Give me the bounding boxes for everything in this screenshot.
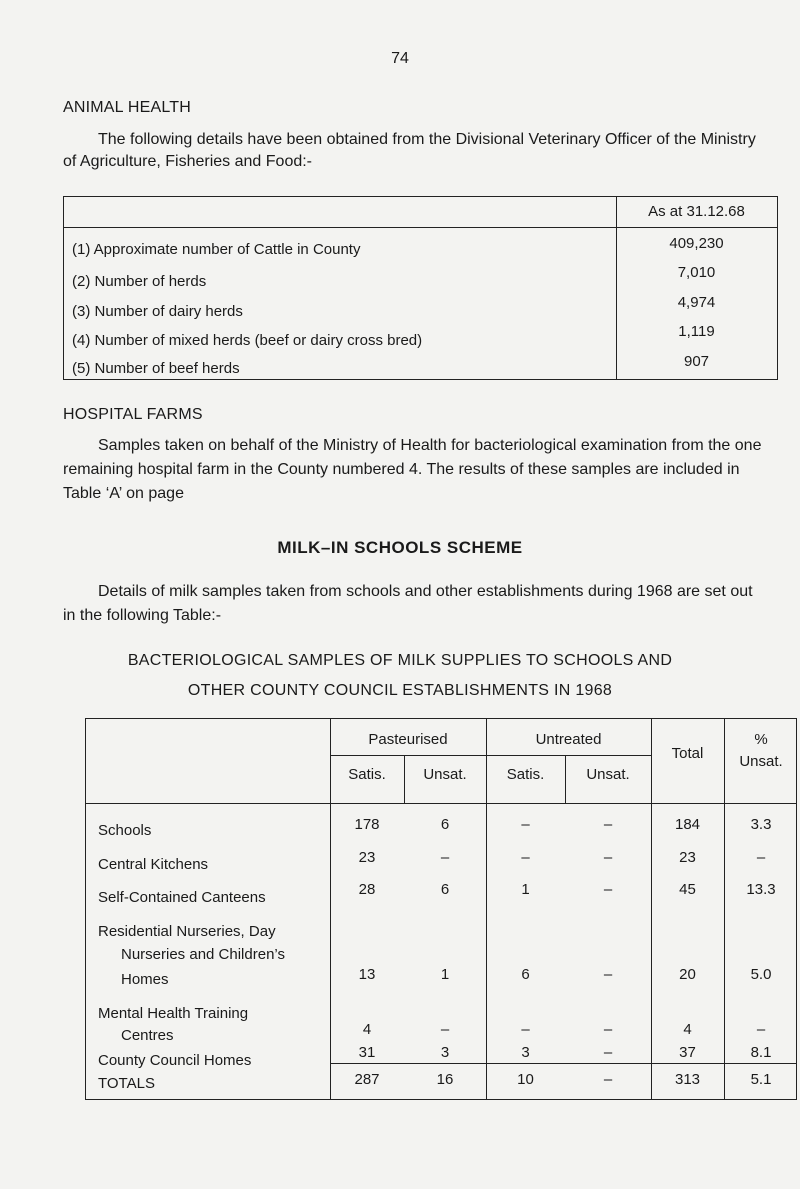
cell-u-satis: – [521, 1021, 530, 1038]
hospital-farms-text: Samples taken on behalf of the Ministry of Health for bacteriological examination from the one remaining hospital farm in the County numbered 4. The results of these samples are included in Table ‘A’ on page [63, 437, 762, 502]
cell-pct: 3.3 [750, 816, 772, 833]
row-label: Mental Health Training [98, 1005, 249, 1022]
cell-total: 37 [679, 1044, 696, 1061]
cell-p-satis: 178 [354, 816, 380, 833]
cattle-row-value: 409,230 [669, 235, 724, 252]
total-p-satis: 287 [354, 1071, 380, 1088]
milk-scheme-text: Details of milk samples taken from schools and other establishments during 1968 are set out in the following Table:- [63, 583, 753, 624]
bacteriological-table-title: BACTERIOLOGICAL SAMPLES OF MILK SUPPLIES TO SCHOOLS AND [127, 652, 673, 669]
cell-p-unsat: 1 [440, 966, 450, 983]
cell-total: 23 [679, 849, 696, 866]
animal-health-intro [63, 129, 768, 173]
cattle-row-value: 7,010 [677, 264, 716, 281]
cell-total: 45 [679, 881, 696, 898]
cell-p-satis: 13 [358, 966, 376, 983]
total-u-satis: 10 [517, 1071, 534, 1088]
animal-health-intro-text: The following details have been obtained from the Divisional Veterinary Officer of the Ministry of Agriculture, Fisheries and Food:- [63, 131, 756, 170]
page-number: 74 [391, 50, 409, 67]
animal-health-heading: ANIMAL HEALTH [63, 99, 191, 116]
header-untreated-satis: Satis. [506, 766, 545, 783]
header-total: Total [671, 745, 704, 762]
row-label: County Council Homes [98, 1052, 252, 1069]
cell-u-unsat: – [603, 1044, 613, 1061]
header-unsat-percent: Unsat. [739, 753, 783, 770]
cell-total: 4 [683, 1021, 692, 1038]
cell-p-unsat: 6 [440, 881, 450, 898]
cell-p-unsat: – [440, 849, 450, 866]
hospital-farms-paragraph [63, 434, 768, 506]
header-untreated: Untreated [535, 731, 602, 748]
row-label: Self-Contained Canteens [98, 889, 266, 906]
cell-u-unsat: – [603, 1021, 613, 1038]
cell-p-unsat: – [440, 1021, 450, 1038]
cell-u-unsat: – [603, 816, 613, 833]
row-label: Residential Nurseries, Day [98, 923, 276, 940]
header-percent: % [754, 731, 768, 748]
cell-pct: 13.3 [746, 881, 776, 898]
row-label: Central Kitchens [98, 856, 209, 873]
cell-pct: 5.0 [750, 966, 772, 983]
cell-pct: – [756, 849, 766, 866]
cell-p-satis: 4 [362, 1021, 372, 1038]
cell-total: 184 [674, 816, 701, 833]
cell-u-satis: 3 [521, 1044, 530, 1061]
cell-u-satis: 6 [521, 966, 530, 983]
cell-u-satis: – [521, 816, 530, 833]
cell-u-satis: 1 [521, 881, 530, 898]
cell-p-unsat: 3 [440, 1044, 450, 1061]
total-pct: 5.1 [750, 1071, 772, 1088]
milk-scheme-paragraph [63, 580, 768, 628]
cell-pct: 8.1 [750, 1044, 772, 1061]
cattle-row-label: (2) Number of herds [72, 273, 207, 290]
cell-u-unsat: – [603, 966, 613, 983]
header-pasteurised-unsat: Unsat. [423, 766, 467, 783]
row-label: Homes [121, 971, 169, 988]
cell-p-satis: 28 [358, 881, 376, 898]
total-p-unsat: 16 [436, 1071, 454, 1088]
hospital-farms-heading: HOSPITAL FARMS [63, 406, 203, 423]
header-untreated-unsat: Unsat. [586, 766, 630, 783]
cell-u-unsat: – [603, 881, 613, 898]
cattle-row-value: 907 [683, 353, 710, 370]
cattle-row-label: (3) Number of dairy herds [72, 303, 243, 320]
header-pasteurised-satis: Satis. [348, 766, 386, 783]
cell-u-satis: – [521, 849, 530, 866]
cell-p-unsat: 6 [440, 816, 450, 833]
cell-p-satis: 23 [358, 849, 376, 866]
cattle-table-header: As at 31.12.68 [648, 203, 745, 220]
cattle-row-value: 1,119 [678, 323, 715, 340]
total-u-unsat: – [603, 1071, 613, 1088]
row-label: Schools [98, 822, 152, 839]
cattle-row-label: (5) Number of beef herds [72, 360, 240, 377]
cell-u-unsat: – [603, 849, 613, 866]
bacteriological-table-title: OTHER COUNTY COUNCIL ESTABLISHMENTS IN 1968 [187, 682, 613, 699]
cattle-row-value: 4,974 [677, 294, 716, 311]
header-pasteurised: Pasteurised [368, 731, 448, 748]
milk-scheme-heading: MILK–IN SCHOOLS SCHEME [277, 538, 523, 557]
totals-label: TOTALS [98, 1075, 155, 1092]
milk-samples-table [85, 718, 797, 1100]
cell-pct: – [756, 1021, 766, 1038]
row-label: Centres [121, 1027, 174, 1044]
cell-total: 20 [679, 966, 696, 983]
total-total: 313 [674, 1071, 701, 1088]
cattle-row-label: (1) Approximate number of Cattle in County [72, 241, 361, 258]
cattle-table [63, 196, 778, 380]
cell-p-satis: 31 [358, 1044, 376, 1061]
cattle-row-label: (4) Number of mixed herds (beef or dairy cross bred) [72, 332, 423, 349]
row-label: Nurseries and Children’s [121, 946, 285, 963]
